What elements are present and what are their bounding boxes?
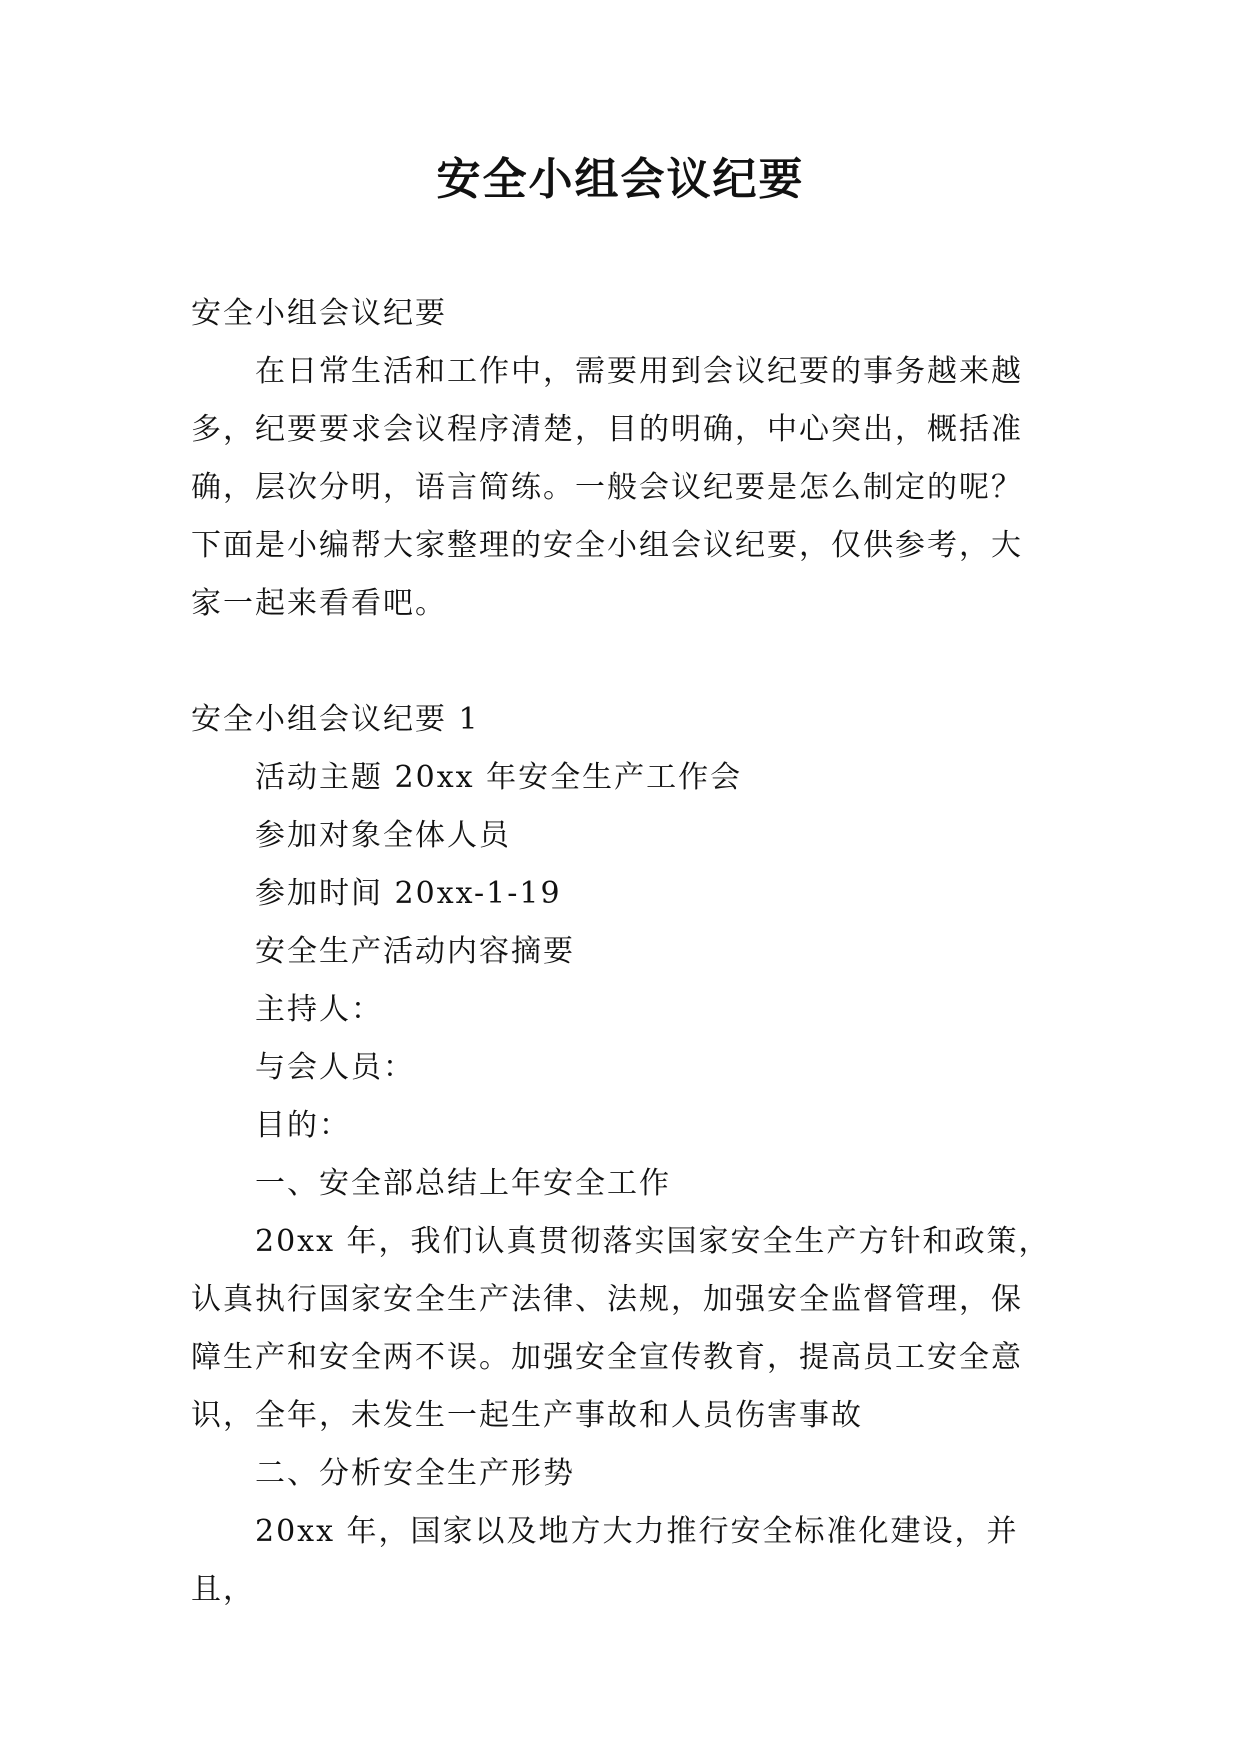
meeting-item: 主持人： [255, 992, 383, 1027]
meeting-item: 参加时间 20xx-1-19 [255, 876, 562, 911]
summary-line: 障生产和安全两不误。加强安全宣传教育，提高员工安全意 [191, 1340, 1023, 1375]
document-body [191, 285, 1061, 1619]
intro-line: 多，纪要要求会议程序清楚，目的明确，中心突出，概括准 [191, 412, 1023, 447]
summary-line: 认真执行国家安全生产法律、法规，加强安全监督管理，保 [191, 1282, 1023, 1317]
intro-line: 确，层次分明，语言简练。一般会议纪要是怎么制定的呢？ [191, 470, 1023, 505]
section-subheading: 二、分析安全生产形势 [255, 1456, 575, 1491]
analysis-line: 20xx 年，国家以及地方大力推行安全标准化建设，并且， [191, 1514, 1019, 1607]
meeting-item: 与会人员： [255, 1050, 415, 1085]
intro-line: 家一起来看看吧。 [191, 586, 447, 621]
intro-line: 下面是小编帮大家整理的安全小组会议纪要，仅供参考，大 [191, 528, 1023, 563]
document-subtitle: 安全小组会议纪要 [191, 296, 447, 331]
summary-line: 识，全年，未发生一起生产事故和人员伤害事故 [191, 1398, 863, 1433]
meeting-item: 活动主题 20xx 年安全生产工作会 [255, 760, 743, 795]
meeting-item: 一、安全部总结上年安全工作 [255, 1166, 671, 1201]
section-heading: 安全小组会议纪要 1 [191, 702, 480, 737]
document-title: 安全小组会议纪要 [436, 154, 805, 205]
meeting-item: 参加对象全体人员 [255, 818, 511, 853]
meeting-item: 目的： [255, 1108, 351, 1143]
intro-line: 在日常生活和工作中，需要用到会议纪要的事务越来越 [255, 354, 1023, 389]
meeting-item: 安全生产活动内容摘要 [255, 934, 575, 969]
summary-line: 20xx 年，我们认真贯彻落实国家安全生产方针和政策， [255, 1224, 1051, 1259]
summary-paragraph [191, 1213, 1061, 1445]
intro-paragraph [191, 343, 1061, 633]
paragraph-gap [191, 633, 1061, 691]
